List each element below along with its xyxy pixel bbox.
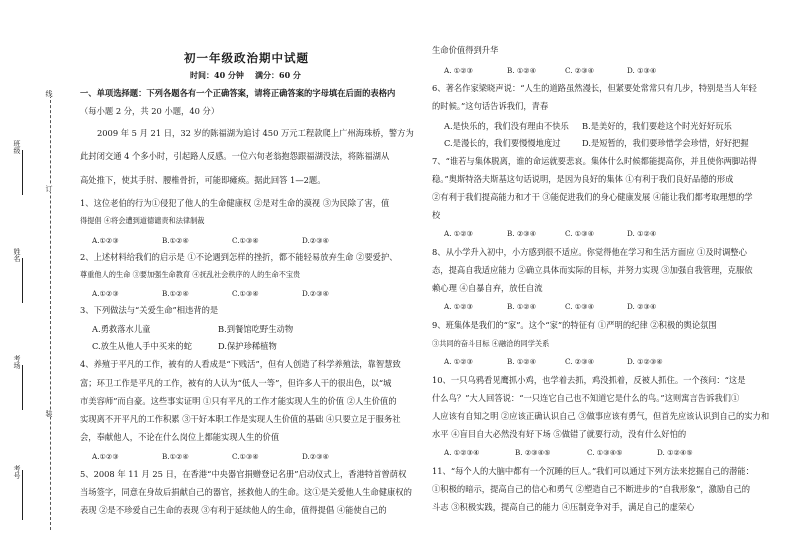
margin-label-exam-room: 考场 [13, 355, 21, 369]
q9-line-1: 9、班集体是我们的“家”。这个“家”的特征有 ①严明的纪律 ②积极的舆论氛围 [432, 320, 717, 330]
q4-option-c[interactable]: C.①③④ [232, 452, 259, 461]
q10-line-3: 人应该有自知之明 ②应该正确认识自己 ③做事应该有勇气，但首先应该认识到自己的实力和 [432, 411, 770, 421]
q4-line-4: 实现离不开平凡的工作积累 ③干好本职工作是实现人生价值的基础 ④只要立足于服务社 [80, 414, 401, 424]
q7-line-3: ②有利于我们提高能力和才干 ③能促进我们的身心健康发展 ④能让我们都考取理想的学 [432, 192, 753, 202]
q9-option-b[interactable]: B. ①②④ [507, 357, 537, 366]
q1-option-b[interactable]: B.①②④ [162, 236, 189, 245]
exam-room-blank[interactable] [22, 365, 23, 410]
q5-line-3: 表现 ②是不珍爱自己生命的表现 ③有利于延续他人的生命，值得提倡 ④能使自己的 [80, 505, 387, 515]
q8-line-3: 赖心理 ④自暴自弃，放任自流 [432, 283, 543, 293]
q7-option-a[interactable]: A. ①②③ [444, 229, 474, 238]
q6-option-a[interactable]: A.是快乐的，我们没有理由不快乐 [444, 121, 569, 131]
q10-option-c[interactable]: C. ①③④⑤ [587, 448, 623, 457]
q3-stem: 3、下列做法与“关爱生命”相违背的是 [80, 305, 219, 315]
q9-option-a[interactable]: A. ①②③ [444, 357, 474, 366]
q7-option-c[interactable]: C. ①③④ [565, 229, 595, 238]
q10-line-4: 水平 ④盲目自大必然没有好下场 ⑤做错了就要行动，没有什么好怕的 [432, 429, 687, 439]
seal-word-ding: 订 [45, 185, 53, 192]
q1-option-c[interactable]: C.①③④ [232, 236, 259, 245]
q6-option-d[interactable]: D.是短暂的，我们要珍惜学会珍惜，好好把握 [582, 138, 749, 148]
q2-line-2: 尊重他人的生命 ③要加强生命教育 ④抚乱社会秩序的人的生命不宝贵 [80, 270, 301, 279]
q4-option-b[interactable]: B.①②④ [162, 452, 189, 461]
exam-score: 满分：60 分 [255, 70, 301, 80]
q8-option-a[interactable]: A. ①②③ [444, 302, 474, 311]
q2-option-d[interactable]: D.②③④ [302, 289, 330, 298]
q7-line-4: 校 [432, 210, 441, 220]
q8-option-b[interactable]: B. ①②④ [507, 302, 537, 311]
q5-option-d[interactable]: D. ①③④ [627, 66, 657, 75]
intro-line-1: 2009 年 5 月 21 日，32 岁的陈福湖为追讨 450 万元工程款爬上广州海珠桥，警方为 [97, 128, 414, 138]
q5-line-1: 5、2008 年 11 月 25 日，在香港“中央器官捐赠登记名册”启动仪式上，香港特首曾荫权 [80, 469, 407, 479]
q6-line-1: 6、著名作家梁晓声说：“人生的道路虽然漫长，但紧要处常常只有几步，特别是当人年轻 [432, 83, 757, 93]
q7-option-d[interactable]: D. ①②④ [627, 229, 657, 238]
q10-option-d[interactable]: D. ①②④⑤ [657, 448, 693, 457]
margin-label-name: 姓名 [13, 248, 21, 262]
exam-time: 时间：40 分钟 [190, 70, 244, 80]
margin-label-class: 班级 [13, 140, 21, 154]
q8-line-2: 态，提高自我适应能力 ②确立具体而实际的目标，并努力实现 ③加强自我管理，克服依 [432, 265, 753, 275]
intro-line-2: 此封闭交通 4 个多小时，引起路人反感。一位六旬老翁抱怨跟福湖没法，将陈福湖从 [80, 151, 390, 161]
q1-line-1: 1、这位老伯的行为①侵犯了他人的生命健康权 ②是对生命的漠视 ③为民除了害，值 [80, 198, 390, 208]
q8-option-c[interactable]: C. ①③④ [565, 302, 595, 311]
q2-option-a[interactable]: A.①②③ [92, 289, 119, 298]
q3-option-a[interactable]: A.勇救落水儿童 [92, 324, 151, 334]
q10-line-1: 10、一只乌鸦看见鹰抓小鸡，也学着去抓，鸡没抓着，反被人抓住。一个孩问：“这是 [432, 375, 746, 385]
q3-option-d[interactable]: D.保护珍稀植物 [218, 341, 277, 351]
q8-option-d[interactable]: D. ②③④ [627, 302, 657, 311]
q3-option-b[interactable]: B.到餐馆吃野生动物 [218, 324, 294, 334]
q9-option-c[interactable]: C. ②③④ [565, 357, 595, 366]
q2-option-c[interactable]: C.①③④ [232, 289, 259, 298]
q10-option-b[interactable]: B. ②③④⑤ [515, 448, 551, 457]
q10-option-a[interactable]: A. ①②③④ [444, 448, 480, 457]
seal-word-xian: 线 [45, 90, 53, 97]
q1-option-a[interactable]: A.①②③ [92, 236, 119, 245]
intro-line-3: 高处推下，使其手肘、腰椎骨折，可能即瘫痪。据此回答 1—2题。 [80, 175, 326, 185]
q7-option-b[interactable]: B. ②③④ [507, 229, 537, 238]
q2-option-b[interactable]: B.①②④ [162, 289, 189, 298]
q5-tail: 生命价值得到升华 [432, 45, 499, 55]
q11-line-1: 11、“每个人的大脑中都有一个沉睡的巨人。”我们可以通过下列方法来挖掘自己的潜能： [432, 466, 754, 476]
q1-line-2: 得提倡 ④将会遭到道德谴责和法律制裁 [80, 216, 205, 225]
margin-label-exam-no: 考号 [13, 465, 21, 479]
q4-option-d[interactable]: D.②③④ [302, 452, 330, 461]
q9-line-2: ③共同的奋斗目标 ④融洽的同学关系 [432, 339, 550, 348]
section1-note: （每小题 2 分，共 20 小题，40 分） [80, 106, 220, 116]
q3-option-c[interactable]: C.放生从他人手中买来的蛇 [92, 341, 192, 351]
q7-line-1: 7、“谁若与集体脱离，谁的命运就要悲哀。集体什么时候都能提高你，并且使你两脚站得 [432, 156, 757, 166]
q6-option-b[interactable]: B.是美好的，我们要趁这个时光好好玩乐 [582, 121, 732, 131]
q4-line-3: 市美容师”而自豪。这些事实证明 ①只有平凡的工作才能实现人生的价值 ②人生价值的 [80, 396, 397, 406]
q4-line-2: 富；环卫工作是平凡的工作，被有的人认为“低人一等”，但许多人干的很出色，以“城 [80, 378, 392, 388]
q9-option-d[interactable]: D. ①②③④ [627, 357, 663, 366]
q10-line-2: 什么鸟？”大人回答说：“一只连它自己也不知道它是什么的鸟。”这则寓言告诉我们① [432, 393, 740, 403]
page-title: 初一年级政治期中试题 [184, 51, 309, 65]
q1-option-d[interactable]: D.②③④ [302, 236, 330, 245]
q8-line-1: 8、从小学升入初中，小方感到很不适应。你觉得他在学习和生活方面应 ①及时调整心 [432, 247, 747, 257]
q4-option-a[interactable]: A.①②③ [92, 452, 119, 461]
q5-option-c[interactable]: C. ②③④ [565, 66, 595, 75]
q5-line-2: 当场签字，同意在身故后捐献自己的器官，拯救他人的生命。这①是关爱他人生命健康权的 [80, 487, 412, 497]
q11-line-3: 斗志 ③积极实践，提高自己的能力 ④压制竞争对手，满足自己的虚荣心 [432, 502, 695, 512]
q11-line-2: ①积极的暗示，提高自己的信心和勇气 ②塑造自己不断进步的“自我形象”，激励自己的 [432, 484, 751, 494]
q5-option-a[interactable]: A. ①②③ [444, 66, 474, 75]
q7-line-2: 稳。”奥斯特洛夫斯基这句话说明，是因为良好的集体 ①有利于我们良好品德的形成 [432, 174, 734, 184]
binding-dashed-line [50, 90, 51, 530]
q2-line-1: 2、上述材料给我们的启示是 ①不论遇到怎样的挫折，都不能轻易放弃生命 ②要爱护、 [80, 252, 398, 262]
q4-line-1: 4、养殖于平凡的工作，被有的人看成是“下贱活”，但有人创造了科学养殖法，靠智慧致 [80, 359, 401, 369]
seal-word-zhuang: 装 [45, 410, 53, 417]
q6-line-2: 的时候。”这句话告诉我们，青春 [432, 101, 549, 111]
section1-heading: 一、单项选择题：下列各题各有一个正确答案，请将正确答案的字母填在后面的表格内 [80, 88, 396, 98]
q4-line-5: 会，奉献他人，不论在什么岗位上都能实现人生的价值 [80, 432, 280, 442]
q6-option-c[interactable]: C.是漫长的，我们要慢慢地度过 [444, 138, 561, 148]
name-blank[interactable] [22, 258, 23, 303]
q5-option-b[interactable]: B. ①②④ [507, 66, 537, 75]
exam-no-blank[interactable] [22, 470, 23, 520]
class-blank[interactable] [22, 150, 23, 195]
